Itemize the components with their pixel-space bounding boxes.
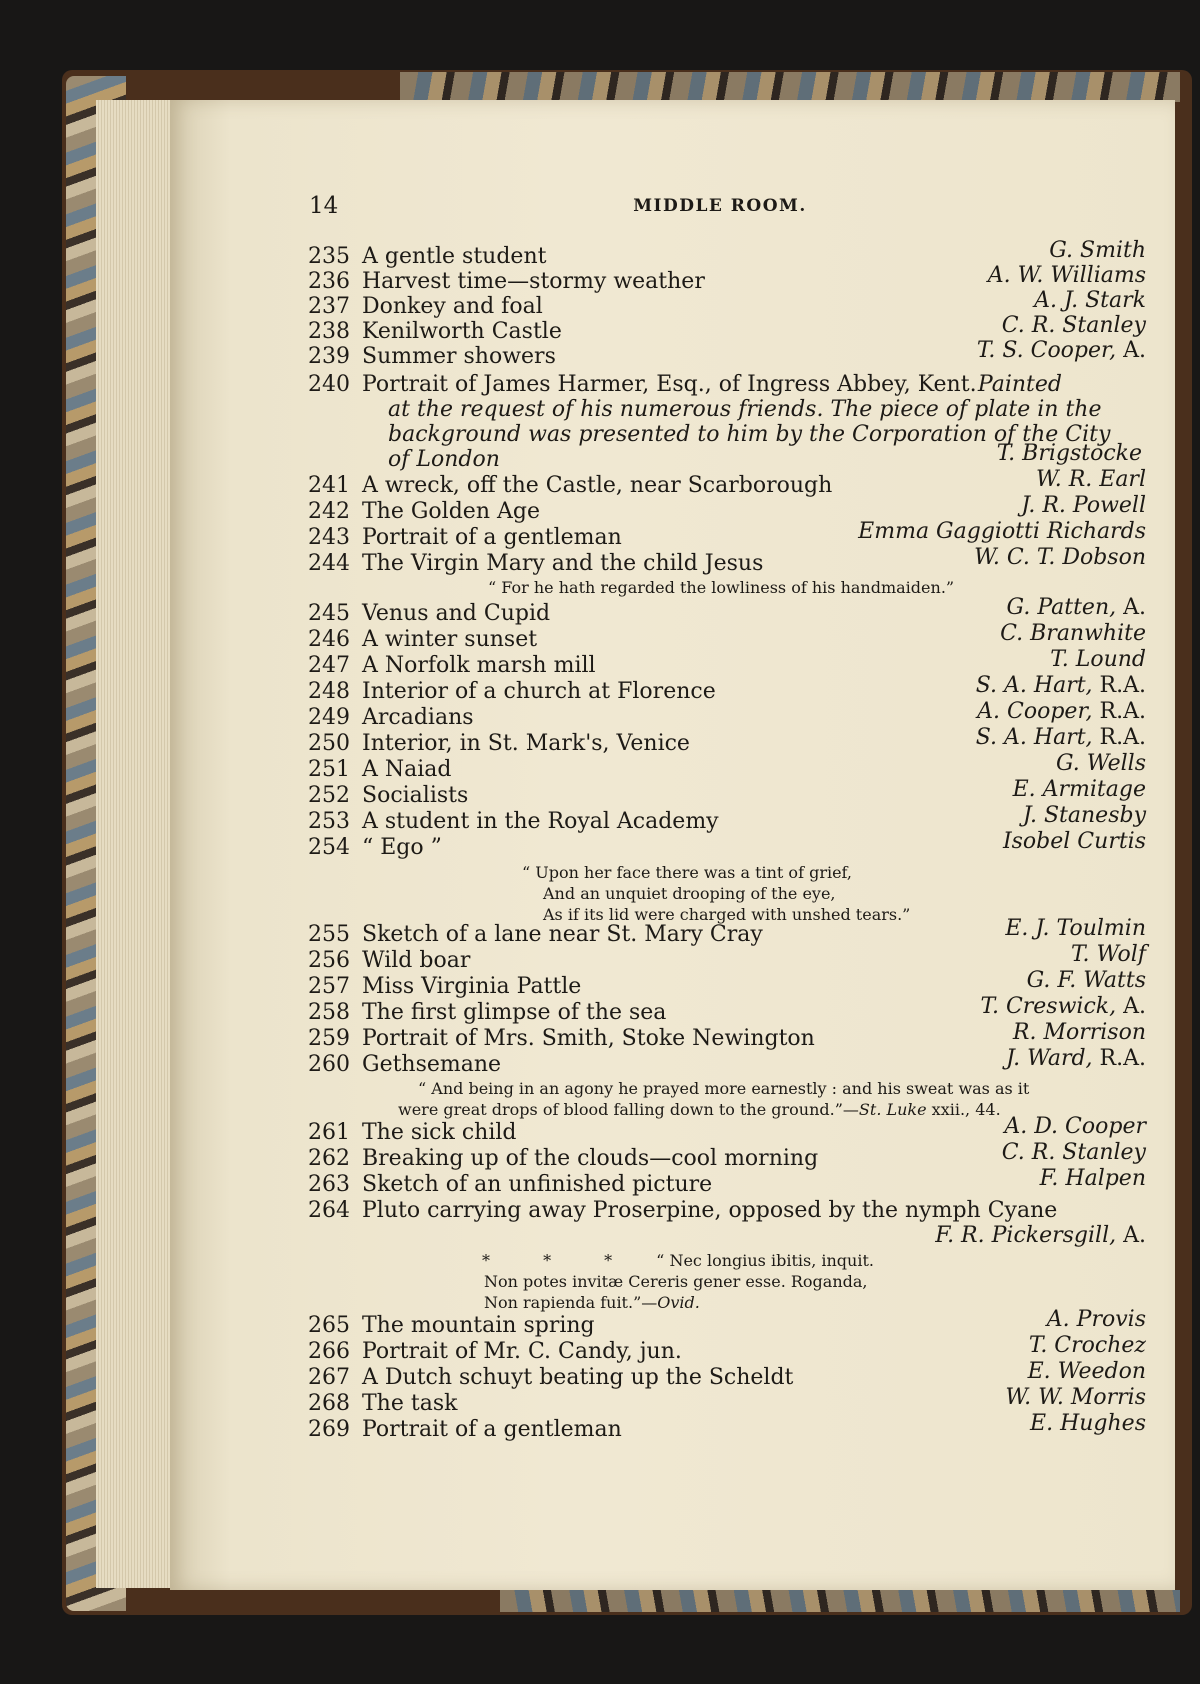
entry-title: A gentle student (362, 244, 547, 269)
entry-artist: E. J. Toulmin (1005, 916, 1146, 941)
entry-title: Interior, in St. Mark's, Venice (362, 731, 690, 756)
entry-title: Donkey and foal (362, 294, 543, 319)
entry-artist (977, 699, 1146, 725)
entry-title: The Golden Age (362, 499, 540, 524)
entry-number: 256 (308, 948, 350, 973)
entry-artist: E. Hughes (1030, 1411, 1146, 1436)
entry-number: 264 (308, 1198, 350, 1223)
entry-title: Miss Virginia Pattle (362, 974, 582, 999)
entry-number: 265 (308, 1313, 350, 1338)
entry-title: A winter sunset (362, 627, 538, 652)
entry-artist: T. Wolf (1071, 942, 1146, 967)
entry-number: 269 (308, 1417, 350, 1442)
artist-name: A. Cooper, (977, 699, 1093, 724)
entry-250 (308, 725, 1146, 757)
entry-number: 245 (308, 601, 350, 626)
entry-artist: F. Halpen (1039, 1166, 1146, 1191)
artist-name: J. Ward, (1006, 1046, 1093, 1071)
entry-artist: C. Branwhite (1000, 621, 1146, 646)
artist-name: T. S. Cooper, (976, 338, 1117, 363)
entry-255 (308, 916, 1146, 948)
entry-240-note-line-2: background was presented to him by the Corporation of the City (388, 422, 1111, 447)
entry-artist: A. D. Cooper (1004, 1114, 1146, 1139)
entry-title: The mountain spring (362, 1313, 595, 1338)
entry-number: 243 (308, 525, 350, 550)
entry-title: Portrait of Mrs. Smith, Stoke Newington (362, 1026, 815, 1051)
entry-artist (1006, 1046, 1146, 1072)
entry-number: 235 (308, 244, 350, 269)
entry-240 (308, 372, 1146, 398)
entry-title: Portrait of Mr. C. Candy, jun. (362, 1339, 682, 1364)
entry-title: Portrait of a gentleman (362, 525, 622, 550)
entry-246 (308, 621, 1146, 653)
artist-suffix: R.A. (1092, 699, 1146, 724)
entry-236 (308, 263, 1146, 295)
entry-artist: W. C. T. Dobson (974, 545, 1146, 570)
entry-254-quote-line-2: And an unquiet drooping of the eye, (543, 884, 836, 903)
quote-text: Non rapienda fuit.”— (484, 1293, 658, 1312)
entry-244 (308, 545, 1146, 577)
entry-239 (308, 338, 1146, 370)
entry-title: A student in the Royal Academy (362, 809, 719, 834)
entry-title: A Naiad (362, 757, 452, 782)
entry-artist: Isobel Curtis (1002, 829, 1146, 854)
entry-number: 267 (308, 1365, 350, 1390)
entry-artist: T. Lound (1050, 647, 1146, 672)
entry-artist: Emma Gaggiotti Richards (858, 519, 1146, 544)
entry-artist (981, 994, 1146, 1020)
entry-number: 263 (308, 1172, 350, 1197)
entry-artist (976, 725, 1146, 751)
artist-name: S. A. Hart, (975, 673, 1093, 698)
entry-title: A Dutch schuyt beating up the Scheldt (362, 1365, 794, 1390)
entry-254 (308, 829, 1146, 861)
artist-name: G. Patten, (1006, 595, 1117, 620)
page-number: 14 (309, 193, 339, 219)
entry-artist (976, 673, 1146, 699)
entry-title: Breaking up of the clouds—cool morning (362, 1146, 819, 1171)
entry-title: Portrait of a gentleman (362, 1417, 622, 1442)
artist-suffix: A. (1116, 994, 1146, 1019)
entry-artist: W. R. Earl (1035, 467, 1146, 492)
entry-number: 260 (308, 1052, 350, 1077)
entry-number: 248 (308, 679, 350, 704)
entry-artist (1007, 595, 1146, 621)
entry-number: 237 (308, 294, 350, 319)
quote-reference: xxii., 44. (926, 1100, 1001, 1119)
entry-number: 246 (308, 627, 350, 652)
entry-number: 241 (308, 473, 350, 498)
quote-asterisks: * * * (482, 1251, 637, 1270)
entry-264-artist (935, 1223, 1146, 1248)
entry-title: Wild boar (362, 948, 471, 973)
entry-263 (308, 1166, 1146, 1198)
entry-artist: A. W. Williams (987, 263, 1146, 288)
entry-269 (308, 1411, 1146, 1443)
entry-title: The sick child (362, 1120, 517, 1145)
entry-number: 236 (308, 269, 350, 294)
entry-title: A wreck, off the Castle, near Scarborough (362, 473, 833, 498)
entry-262 (308, 1140, 1146, 1172)
entry-number: 258 (308, 1000, 350, 1025)
entry-title: Gethsemane (362, 1052, 502, 1077)
entry-264-quote-line-2: Non potes invitæ Cereris gener esse. Roganda, (484, 1272, 868, 1291)
entry-title: Sketch of an unfinished picture (362, 1172, 713, 1197)
entry-artist: G. Smith (1049, 238, 1146, 263)
entry-artist: G. Wells (1056, 751, 1146, 776)
entry-260-quote-line-2 (398, 1099, 1001, 1120)
entry-title: Arcadians (362, 705, 474, 730)
entry-264 (308, 1198, 1146, 1224)
entry-artist: A. Provis (1046, 1307, 1146, 1332)
entry-artist: G. F. Watts (1026, 968, 1146, 993)
artist-name: S. A. Hart, (975, 725, 1093, 750)
artist-suffix: R.A. (1092, 1046, 1146, 1071)
entry-artist: J. R. Powell (1021, 493, 1146, 518)
entry-264-quote-line-3 (484, 1292, 700, 1313)
entry-260 (308, 1046, 1146, 1078)
entry-254-quote-line-1: “ Upon her face there was a tint of grief, (522, 863, 852, 882)
entry-artist: R. Morrison (1012, 1020, 1146, 1045)
entry-artist: E. Weedon (1027, 1359, 1146, 1384)
entry-title: Summer showers (362, 344, 556, 369)
artist-suffix: R.A. (1092, 673, 1146, 698)
entry-title: Portrait of James Harmer, Esq., of Ingress Abbey, Kent. (362, 372, 977, 397)
entry-artist: C. R. Stanley (1001, 313, 1146, 338)
entry-number: 268 (308, 1391, 350, 1416)
entry-240-artist: T. Brigstocke (996, 441, 1142, 466)
entry-number: 250 (308, 731, 350, 756)
entry-title: Socialists (362, 783, 469, 808)
entry-number: 249 (308, 705, 350, 730)
entry-260-quote-line-1: “ And being in an agony he prayed more earnestly : and his sweat was as it (418, 1079, 1030, 1098)
entry-number: 262 (308, 1146, 350, 1171)
entry-artist: A. J. Stark (1034, 288, 1146, 313)
entry-title: The first glimpse of the sea (362, 1000, 667, 1025)
entry-artist: T. Crochez (1028, 1333, 1146, 1358)
artist-suffix: R.A. (1092, 725, 1146, 750)
entry-256 (308, 942, 1146, 974)
entry-title: Kenilworth Castle (362, 319, 562, 344)
entry-number: 259 (308, 1026, 350, 1051)
artist-suffix: A. (1116, 338, 1146, 363)
entry-title: The task (362, 1391, 458, 1416)
entry-title: “ Ego ” (362, 835, 442, 860)
entry-artist: W. W. Morris (1005, 1385, 1146, 1410)
entry-number: 247 (308, 653, 350, 678)
entry-number: 254 (308, 835, 350, 860)
entry-number: 240 (308, 372, 350, 397)
entry-number: 257 (308, 974, 350, 999)
entry-266 (308, 1333, 1146, 1365)
entry-artist (977, 338, 1146, 364)
entry-number: 239 (308, 344, 350, 369)
quote-text: were great drops of blood falling down to the ground.”— (398, 1100, 859, 1119)
quote-text: “ Nec longius ibitis, inquit. (656, 1251, 874, 1270)
entry-268 (308, 1385, 1146, 1417)
entry-note-start: Painted (977, 372, 1062, 397)
entry-265 (308, 1307, 1146, 1339)
entry-title: The Virgin Mary and the child Jesus (362, 551, 764, 576)
entry-252 (308, 777, 1146, 809)
entry-artist: J. Stanesby (1022, 803, 1146, 828)
entry-artist: E. Armitage (1012, 777, 1146, 802)
artist-name: F. R. Pickersgill, (935, 1223, 1117, 1248)
entry-title: Pluto carrying away Proserpine, opposed by the nymph Cyane (362, 1198, 1058, 1223)
entry-240-note-line-3: of London (388, 447, 500, 472)
entry-title: Harvest time—stormy weather (362, 269, 705, 294)
entry-244-quote: “ For he hath regarded the lowliness of his handmaiden.” (488, 578, 955, 597)
quote-source: St. Luke (858, 1100, 927, 1119)
entry-title: Venus and Cupid (362, 601, 551, 626)
entry-number: 242 (308, 499, 350, 524)
entry-number: 253 (308, 809, 350, 834)
quote-source: Ovid. (657, 1293, 700, 1312)
entry-number: 238 (308, 319, 350, 344)
artist-suffix: A. (1116, 595, 1146, 620)
entry-number: 252 (308, 783, 350, 808)
artist-name: T. Creswick, (980, 994, 1117, 1019)
entry-number: 266 (308, 1339, 350, 1364)
entry-artist: C. R. Stanley (1001, 1140, 1146, 1165)
entry-240-note-line-1: at the request of his numerous friends. The piece of plate in the (388, 397, 1102, 422)
artist-suffix: A. (1116, 1223, 1146, 1248)
entry-264-quote-line-1 (482, 1250, 874, 1271)
entry-title: A Norfolk marsh mill (362, 653, 596, 678)
entry-number: 255 (308, 922, 350, 947)
entry-number: 251 (308, 757, 350, 782)
entry-254-quote-line-3: As if its lid were charged with unshed tears.” (543, 905, 911, 924)
entry-number: 244 (308, 551, 350, 576)
page-running-head: MIDDLE ROOM. (633, 196, 807, 216)
entry-title: Interior of a church at Florence (362, 679, 716, 704)
entry-title: Sketch of a lane near St. Mary Cray (362, 922, 763, 947)
entry-number: 261 (308, 1120, 350, 1145)
